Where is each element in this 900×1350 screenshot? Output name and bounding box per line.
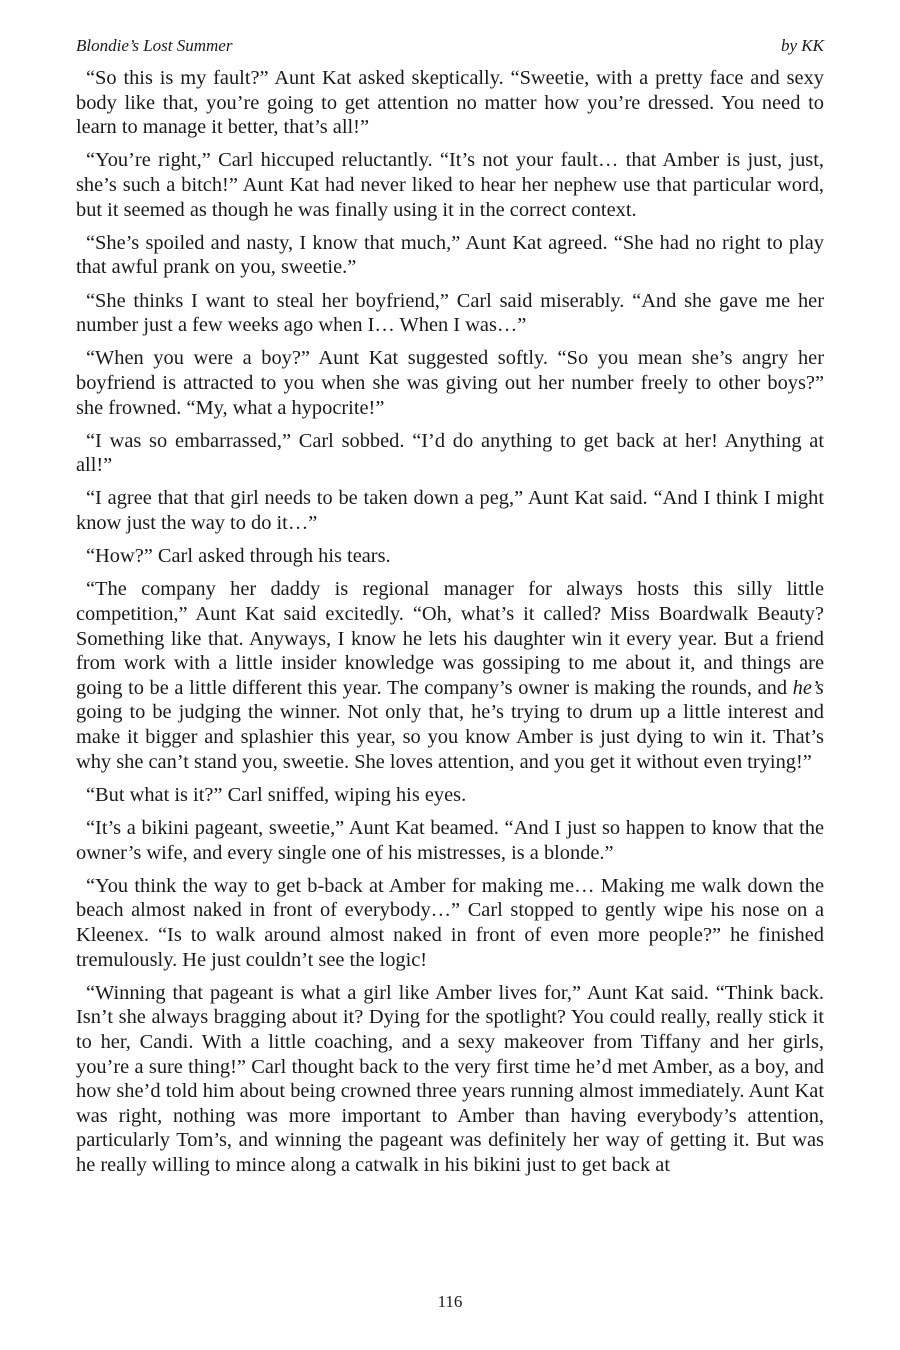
book-title: Blondie’s Lost Summer — [76, 36, 233, 55]
paragraph: “You think the way to get b-back at Amber for making me… Making me walk down the beach almost naked in front of everybody…” Carl stopped to gently wipe his nose on a Kleenex. “Is to walk around almost naked in front of even more people?” he finished tremulously. He just couldn’t see the logic! — [76, 874, 824, 971]
paragraph: “You’re right,” Carl hiccuped reluctantly. “It’s not your fault… that Amber is just, just, she’s such a bitch!” Aunt Kat had never liked to hear her nephew use that particular word, but it seemed as though he was finally using it in the correct context. — [76, 149, 824, 221]
emphasis-text: he’s — [792, 676, 824, 699]
paragraph: “She’s spoiled and nasty, I know that much,” Aunt Kat agreed. “She had no right to play that awful prank on you, sweetie.” — [76, 231, 824, 279]
paragraph-text: going to be judging the winner. Not only that, he’s trying to drum up a little interest and make it bigger and splashier this year, so you know Amber is just dying to win it. That’s why she can’t stand you, sweetie. She loves attention, and you get it without even trying!” — [76, 701, 824, 773]
paragraph: “When you were a boy?” Aunt Kat suggested softly. “So you mean she’s angry her boyfriend is attracted to you when she was giving out her number freely to other boys?” she frowned. “My, what a hypocrite!” — [76, 347, 824, 419]
paragraph — [76, 577, 824, 774]
page-number: 116 — [437, 1292, 463, 1311]
paragraph: “Winning that pageant is what a girl like Amber lives for,” Aunt Kat said. “Think back. Isn’t she always bragging about it? Dying for the spotlight? You could really, really stick it to her, Candi. With a little coaching, and a sexy makeover from Tiffany and her girls, you’re a sure thing!” Carl thought back to the very first time he’d met Amber, as a boy, and how she’d told him about being crowned three years running almost immediately. Aunt Kat was right, nothing was more important to Amber than having everybody’s attention, particularly Tom’s, and winning the pageant was definitely her way of getting it. But was he really willing to mince along a catwalk in his bikini just to get back at — [76, 981, 824, 1176]
paragraph: “It’s a bikini pageant, sweetie,” Aunt Kat beamed. “And I just so happen to know that the owner’s wife, and every single one of his mistresses, is a blonde.” — [76, 816, 824, 864]
paragraph: “I agree that that girl needs to be taken down a peg,” Aunt Kat said. “And I think I might know just the way to do it…” — [76, 487, 824, 535]
paragraph: “She thinks I want to steal her boyfriend,” Carl said miserably. “And she gave me her number just a few weeks ago when I… When I was…” — [76, 289, 824, 337]
paragraph-text: “The company her daddy is regional manager for always hosts this silly little competition,” Aunt Kat said excitedly. “Oh, what’s it called? Miss Boardwalk Beauty? Something like that. Anyways, I know he lets his daughter win it every year. But a friend from work with a little insider knowledge was gossiping to me about it, and things are going to be a little different this year. The company’s owner is making the rounds, and — [76, 578, 824, 699]
body-text — [76, 66, 824, 1177]
running-header — [76, 36, 824, 56]
paragraph: “How?” Carl asked through his tears. — [86, 545, 391, 568]
book-author: by KK — [781, 36, 824, 55]
paragraph: “So this is my fault?” Aunt Kat asked skeptically. “Sweetie, with a pretty face and sexy body like that, you’re going to get attention no matter how you’re dressed. You need to learn to manage it better, that’s all!” — [76, 67, 824, 139]
paragraph: “But what is it?” Carl sniffed, wiping his eyes. — [86, 783, 467, 806]
paragraph: “I was so embarrassed,” Carl sobbed. “I’d do anything to get back at her! Anything at all!” — [76, 429, 824, 477]
